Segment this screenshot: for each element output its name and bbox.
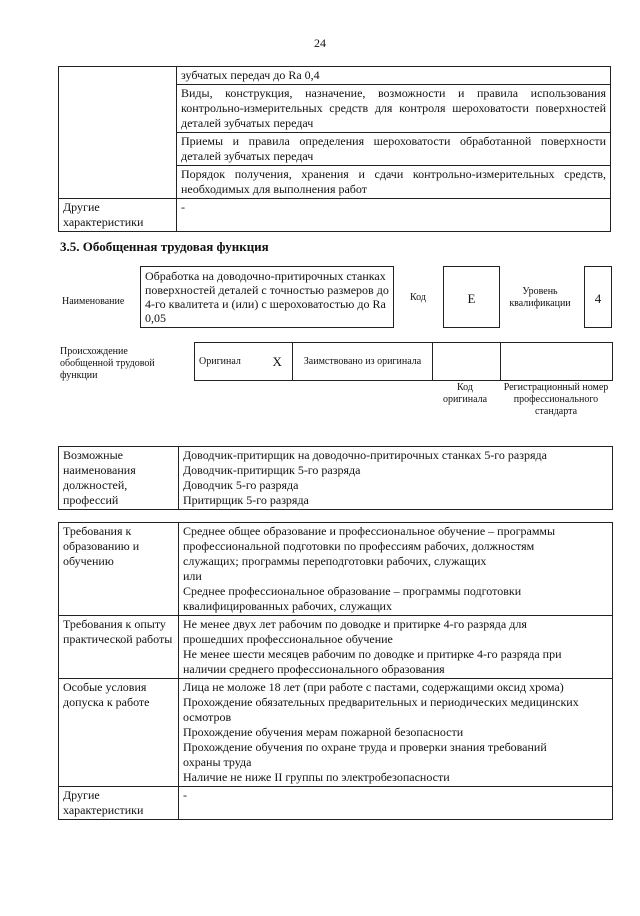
requirements-table xyxy=(58,522,613,820)
positions-table xyxy=(58,446,613,510)
knowledge-table xyxy=(58,66,611,232)
original-label: Оригинал xyxy=(195,343,263,381)
original-mark: X xyxy=(263,343,293,381)
origin-table xyxy=(194,342,613,381)
function-name-value: Обработка на доводочно-притирочных станках поверхностей деталей с точностью размеров до 4-го квалитета и (или) с шероховатостью до Ra 0,05 xyxy=(145,269,389,325)
level-box xyxy=(584,266,612,328)
code-value: E xyxy=(467,291,476,306)
position-item: Доводчик-притирщик 5-го разряда xyxy=(183,463,361,477)
position-item: Доводчик-притирщик на доводочно-притирочных станках 5-го разряда xyxy=(183,448,547,462)
function-name-box xyxy=(140,266,394,328)
knowledge-table-label-cell xyxy=(59,67,177,199)
conditions-label: Особые условия допуска к работе xyxy=(59,679,179,787)
reg-number-label: Регистрационный номер профессионального стандарта xyxy=(503,382,609,417)
borrowed-label: Заимствовано из оригинала xyxy=(293,343,433,381)
positions-list xyxy=(179,447,613,510)
knowledge-row: Приемы и правила определения шероховатости обработанной поверхности деталей зубчатых передач xyxy=(177,133,611,166)
other-characteristics-value: - xyxy=(177,199,611,232)
level-label: Уровень квалификации xyxy=(509,286,571,309)
experience-label: Требования к опыту практической работы xyxy=(59,616,179,679)
knowledge-row: Порядок получения, хранения и сдачи контрольно-измерительных средств, необходимых для выполнения работ xyxy=(177,166,611,199)
name-label: Наименование xyxy=(62,296,125,307)
conditions-value: Лица не моложе 18 лет (при работе с пастами, содержащими оксид хрома) Прохождение обязательных предварительных и периодических медицинских осмотров Прохождение обучения мерам пожарной безопасности Прохождение обучения по охране труда и проверки знания требований охраны труда Наличие не ниже II группы по электробезопасности xyxy=(179,679,613,787)
education-label: Требования к образованию и обучению xyxy=(59,523,179,616)
position-item: Доводчик 5-го разряда xyxy=(183,478,299,492)
other-characteristics-label: Другие характеристики xyxy=(59,199,177,232)
education-value: Среднее общее образование и профессиональное обучение – программы профессиональной подготовки по профессиям рабочих, должностям служащих; программы переподготовки рабочих, служащих или Среднее профессиональное образование – программы подготовки квалифицированных рабочих, служащих xyxy=(179,523,613,616)
code-box xyxy=(443,266,500,328)
code-original-label: Код оригинала xyxy=(442,382,488,405)
other-characteristics-label-2: Другие характеристики xyxy=(59,787,179,820)
page-number: 24 xyxy=(314,36,326,50)
origin-label: Происхождение обобщенной трудовой функции xyxy=(60,346,155,381)
level-value: 4 xyxy=(594,291,602,306)
section-title: 3.5. Обобщенная трудовая функция xyxy=(60,239,269,254)
knowledge-row: Виды, конструкция, назначение, возможности и правила использования контрольно-измерительных средств для контроля шероховатости поверхностей деталей зубчатых передач xyxy=(177,85,611,133)
positions-label: Возможные наименования должностей, профессий xyxy=(59,447,179,510)
code-original-cell xyxy=(433,343,501,381)
code-label: Код xyxy=(410,292,426,303)
reg-number-cell xyxy=(501,343,613,381)
experience-value: Не менее двух лет рабочим по доводке и притирке 4-го разряда для прошедших профессиональное обучение Не менее шести месяцев рабочим по доводке и притирке 4-го разряда при наличии среднего профессионального образования xyxy=(179,616,613,679)
knowledge-row: зубчатых передач до Ra 0,4 xyxy=(177,67,611,85)
other-characteristics-value-2: - xyxy=(179,787,613,820)
position-item: Притирщик 5-го разряда xyxy=(183,493,309,507)
